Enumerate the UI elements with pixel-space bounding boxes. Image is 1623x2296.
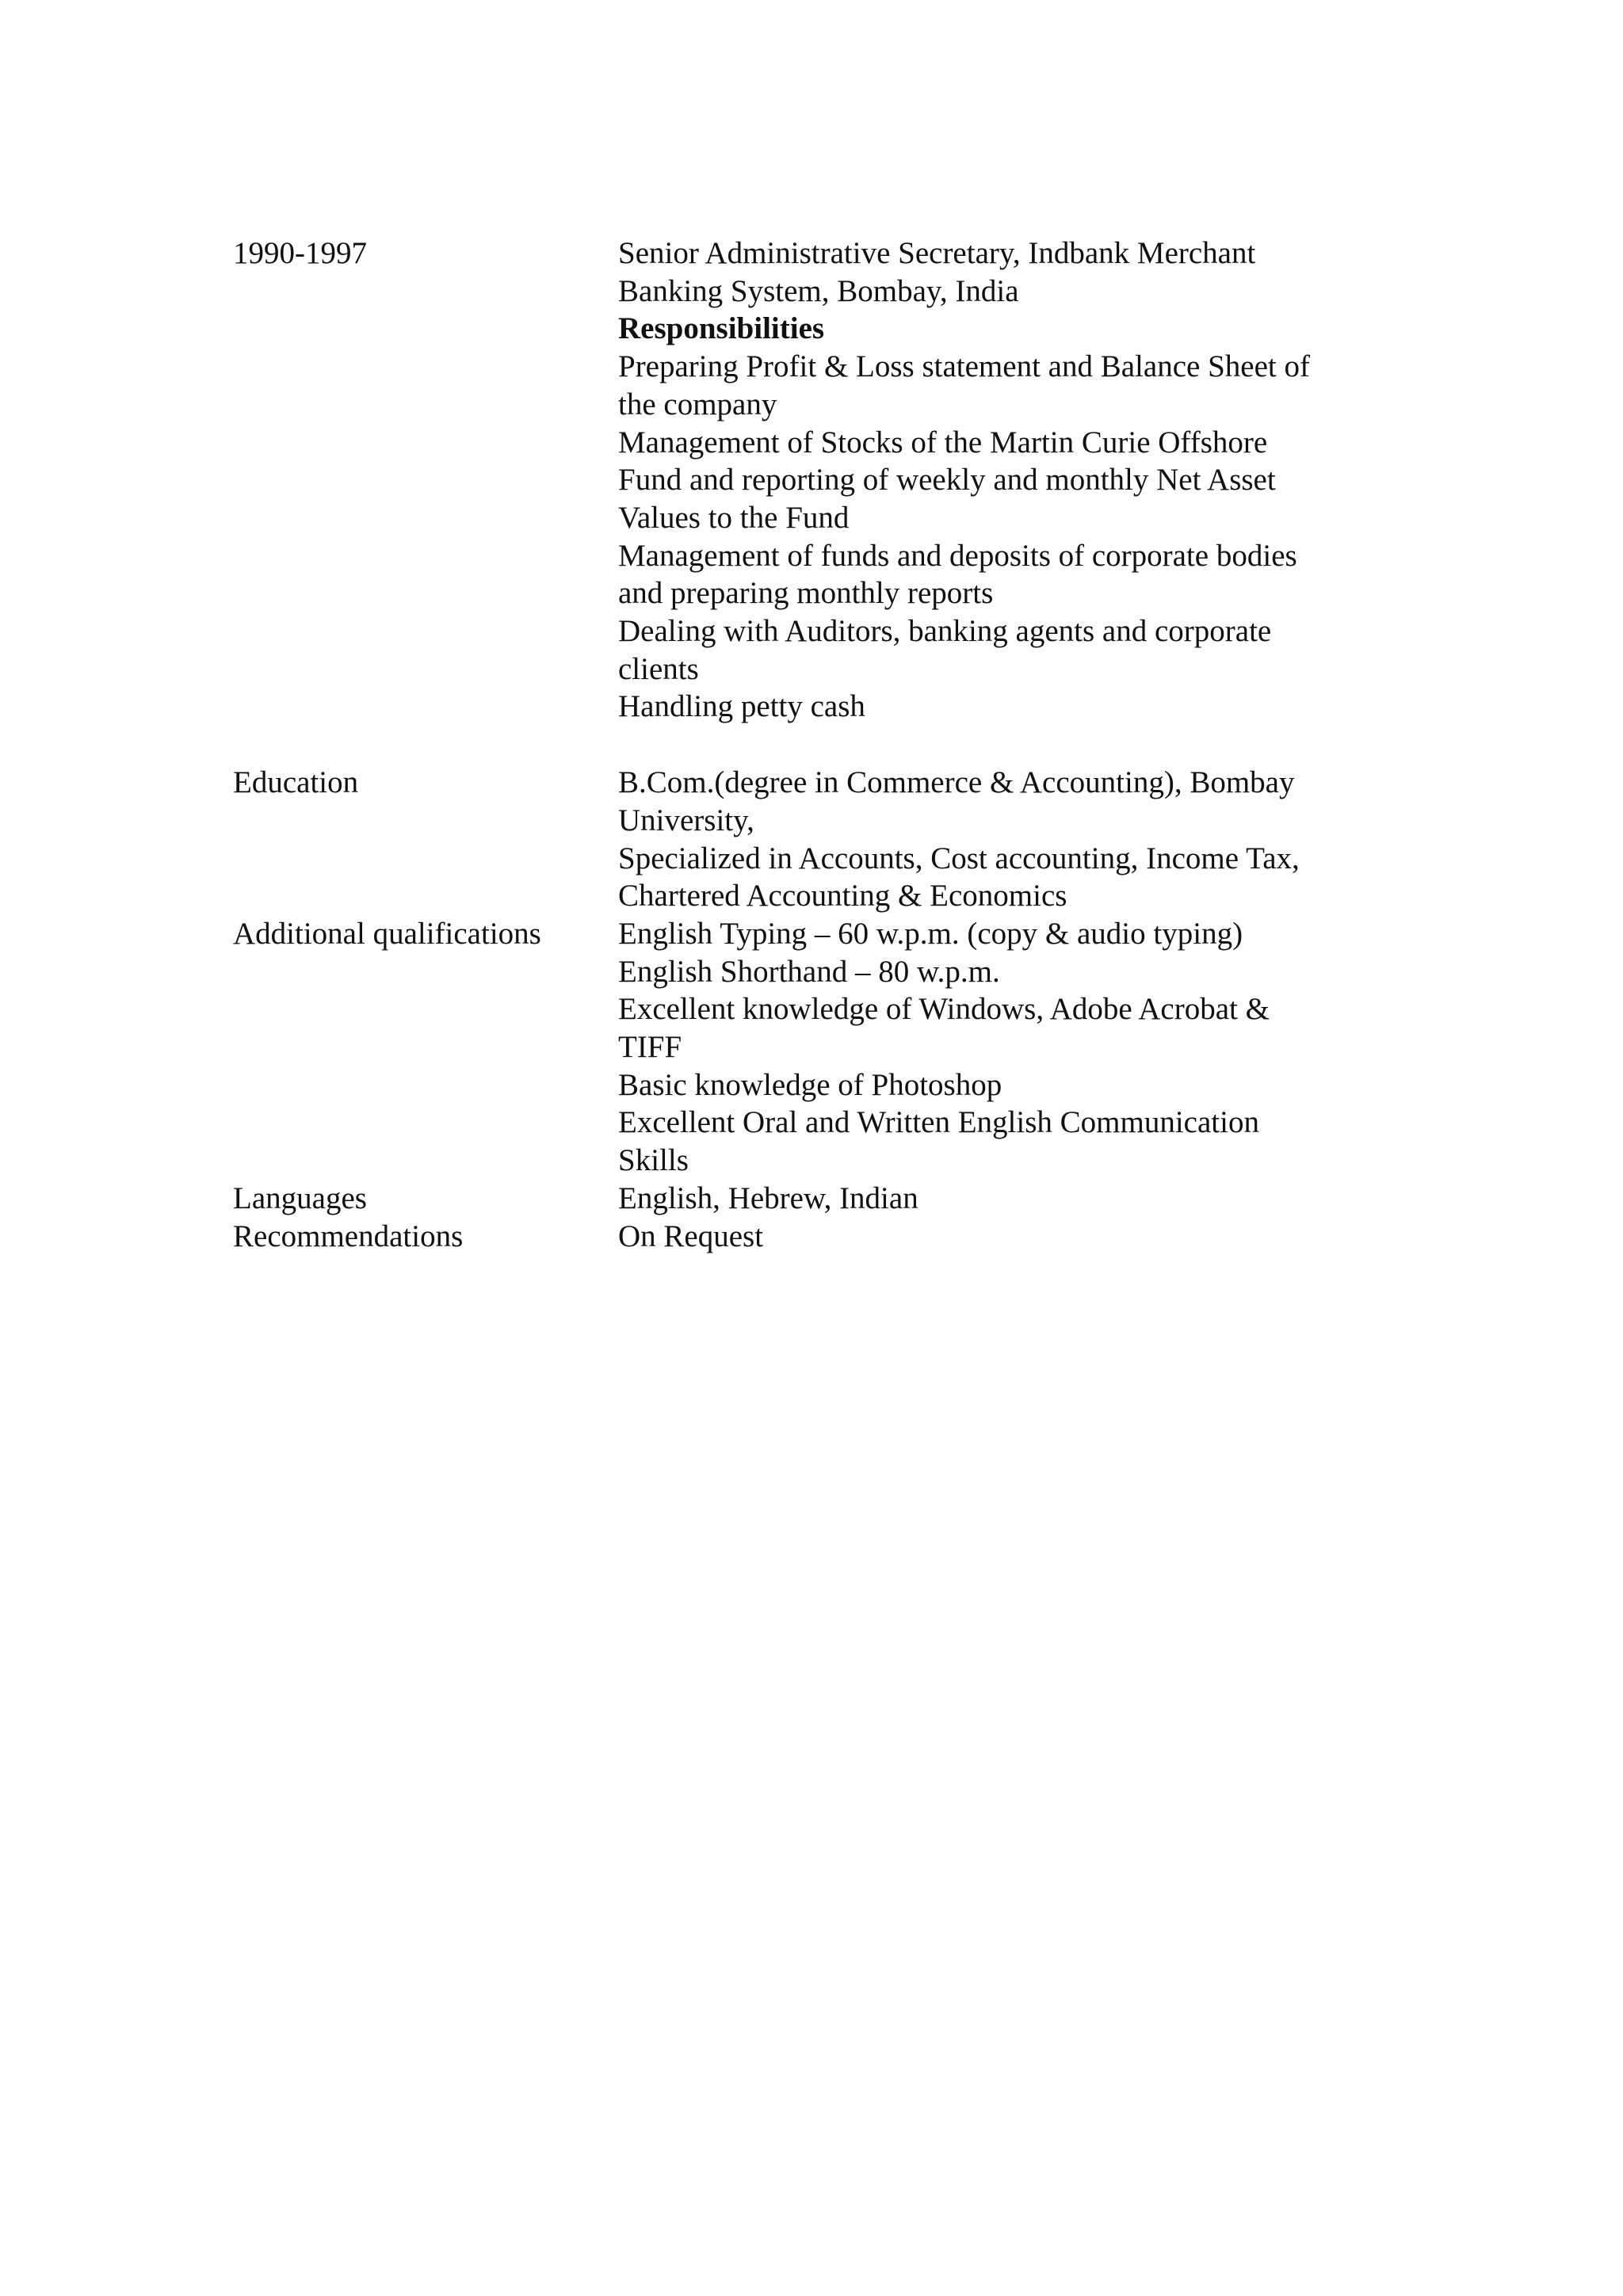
entry-additional-qualifications bbox=[233, 915, 1390, 1180]
section-spacer bbox=[233, 726, 1390, 764]
entry-line: clients bbox=[618, 651, 699, 686]
entry-content bbox=[618, 235, 1390, 726]
entry-recommendations bbox=[233, 1218, 1390, 1256]
entry-line: Basic knowledge of Photoshop bbox=[618, 1067, 1002, 1102]
entry-label: Languages bbox=[233, 1180, 367, 1215]
entry-line: English Typing – 60 w.p.m. (copy & audio typing) bbox=[618, 916, 1243, 951]
entry-content bbox=[618, 915, 1390, 1180]
entry-line: English Shorthand – 80 w.p.m. bbox=[618, 954, 1000, 989]
entry-label: Additional qualifications bbox=[233, 916, 541, 951]
entry-label: Recommendations bbox=[233, 1219, 464, 1253]
entry-line: Banking System, Bombay, India bbox=[618, 273, 1019, 308]
entry-line: Chartered Accounting & Economics bbox=[618, 879, 1067, 913]
entry-line: University, bbox=[618, 803, 754, 837]
entry-line: Dealing with Auditors, banking agents and corporate bbox=[618, 614, 1272, 649]
entry-line: and preparing monthly reports bbox=[618, 576, 994, 611]
entry-education bbox=[233, 764, 1390, 915]
entry-line: Specialized in Accounts, Cost accounting, Income Tax, bbox=[618, 841, 1300, 875]
entry-line: B.Com.(degree in Commerce & Accounting), Bombay bbox=[618, 765, 1295, 800]
entry-line: Values to the Fund bbox=[618, 500, 850, 535]
entry-content bbox=[618, 1218, 1390, 1256]
entry-line: Handling petty cash bbox=[618, 689, 865, 724]
entry-content bbox=[618, 1180, 1390, 1218]
entry-1990-1997 bbox=[233, 235, 1390, 726]
entry-line: Excellent knowledge of Windows, Adobe Acrobat & bbox=[618, 992, 1270, 1027]
entry-languages bbox=[233, 1180, 1390, 1218]
entry-line: Preparing Profit & Loss statement and Balance Sheet of bbox=[618, 349, 1310, 384]
entry-line: Skills bbox=[618, 1143, 689, 1178]
resume-section bbox=[233, 235, 1390, 1255]
entry-line: the company bbox=[618, 387, 777, 421]
entry-line: Excellent Oral and Written English Communication bbox=[618, 1105, 1259, 1140]
entry-line: English, Hebrew, Indian bbox=[618, 1180, 918, 1215]
entry-content bbox=[618, 764, 1390, 915]
entry-line: TIFF bbox=[618, 1030, 682, 1065]
entry-label: 1990-1997 bbox=[233, 236, 367, 270]
entry-label: Education bbox=[233, 765, 359, 800]
entry-line: Fund and reporting of weekly and monthly Net Asset bbox=[618, 463, 1276, 498]
entry-line: Management of Stocks of the Martin Curie Offshore bbox=[618, 425, 1268, 460]
entry-line: Senior Administrative Secretary, Indbank Merchant bbox=[618, 236, 1256, 270]
entry-line: On Request bbox=[618, 1219, 764, 1253]
responsibilities-heading: Responsibilities bbox=[618, 311, 825, 346]
entry-line: Management of funds and deposits of corporate bodies bbox=[618, 538, 1297, 573]
